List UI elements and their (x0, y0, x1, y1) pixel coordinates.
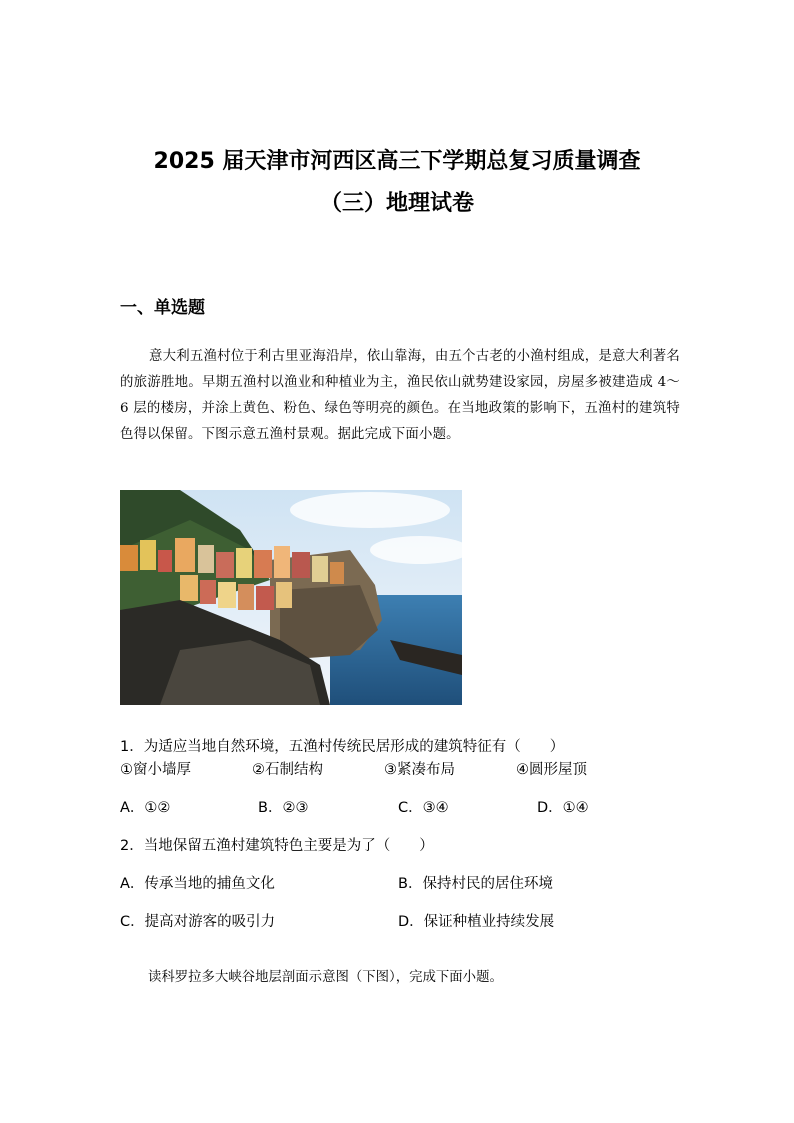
exam-title-line1: 2025 届天津市河西区高三下学期总复习质量调查 (153, 149, 641, 174)
coastal-village-photo (120, 490, 462, 705)
question-1-option-a[interactable]: A．①② (120, 800, 171, 816)
question-1-item: ③紧凑布局 (384, 762, 455, 778)
question-1-option-d[interactable]: D．①④ (537, 800, 589, 816)
question-2-option-c[interactable]: C．提高对游客的吸引力 (120, 914, 276, 930)
passage-2-intro: 读科罗拉多大峡谷地层剖面示意图（下图），完成下面小题。 (148, 970, 503, 985)
village-photo (120, 490, 462, 705)
question-1-item: ②石制结构 (252, 762, 323, 778)
question-2-stem: 2．当地保留五渔村建筑特色主要是为了（ ） (120, 838, 434, 854)
question-1-item: ④圆形屋顶 (516, 762, 587, 778)
question-1-option-c[interactable]: C．③④ (398, 800, 449, 816)
section-heading: 一、单选题 (120, 298, 205, 318)
question-2-option-d[interactable]: D．保证种植业持续发展 (398, 914, 555, 930)
passage-paragraph: 意大利五渔村位于利古里亚海沿岸，依山靠海，由五个古老的小渔村组成，是意大利著名的旅游胜地。早期五渔村以渔业和种植业为主，渔民依山就势建设家园，房屋多被建造成 4～6 层的楼房，并涂上黄色、粉色、绿色等明亮的颜色。在当地政策的影响下，五渔村的建筑特色得以保留。下图示意五渔村景观。据此完成下面小题。 (120, 349, 680, 442)
question-2-option-a[interactable]: A．传承当地的捕鱼文化 (120, 876, 275, 892)
question-1-option-b[interactable]: B．②③ (258, 800, 309, 816)
question-2-option-b[interactable]: B．保持村民的居住环境 (398, 876, 553, 892)
question-1-item: ①窗小墙厚 (120, 762, 191, 778)
exam-title-line2: （三）地理试卷 (319, 191, 474, 216)
question-1-stem: 1．为适应当地自然环境，五渔村传统民居形成的建筑特征有（ ） (120, 739, 565, 755)
